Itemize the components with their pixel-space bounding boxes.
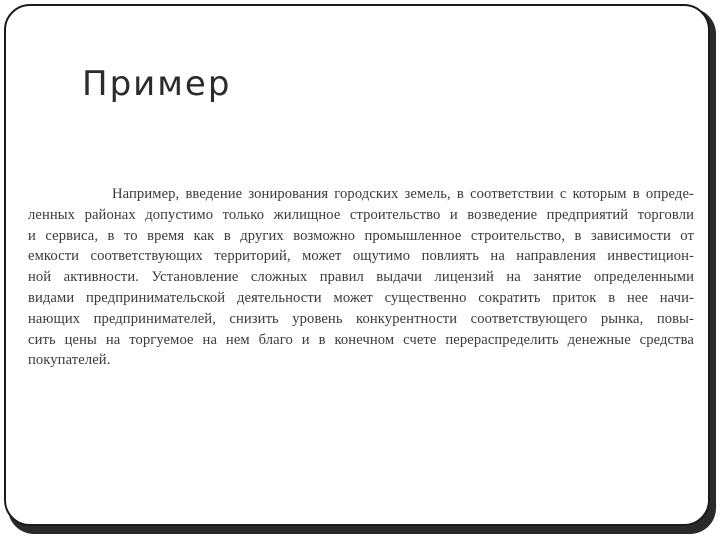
text-line: нающих предпринимателей, снизить уровень конкурентности соответствующего рынка, повы-	[28, 310, 694, 327]
text-line: Например, введение зонирования городских земель, в соответствии с которым в опреде-	[112, 186, 694, 202]
slide-title: Пример	[82, 64, 232, 104]
text-line: ленных районах допустимо только жилищное строительство и возведение предприятий торговли	[28, 206, 694, 223]
text-line: сить цены на торгуемое на нем благо и в конечном счете перераспределить денежные средства	[28, 331, 694, 348]
text-line: видами предпринимательской деятельности может существенно сократить приток в нее начи-	[28, 289, 694, 306]
slide-frame	[4, 4, 710, 526]
text-line: покупателей.	[28, 352, 111, 369]
text-line: и сервиса, в то время как в других возможно промышленное строительство, в зависимости от	[28, 227, 694, 244]
scanned-text-block	[28, 184, 694, 371]
text-line: емкости соответствующих территорий, может ощутимо повлиять на направления инвестицион-	[28, 248, 694, 265]
text-line: ной активности. Установление сложных правил выдачи лицензий на занятие определенными	[28, 269, 694, 286]
